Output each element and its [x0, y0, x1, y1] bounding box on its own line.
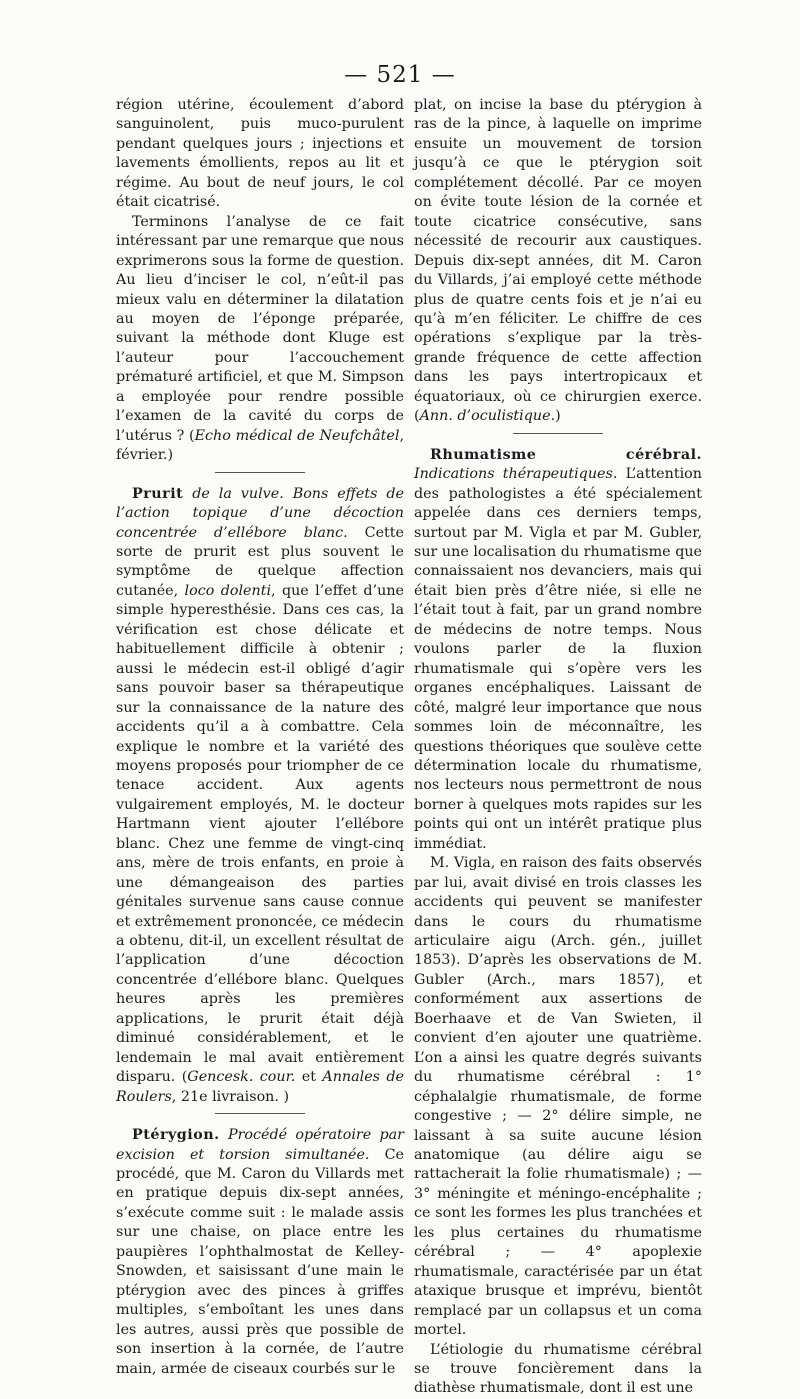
paragraph: plat, on incise la base du ptérygion à ras de la pince, à laquelle on imprime ensuite un mouvement de torsion jusqu’à ce que le ptérygion soit complétement décollé. Par ce moyen on évite toute lésion de la cornée et toute cicatrice consécutive, sans nécessité de recourir aux caustiques. Depuis dix-sept années, dit M. Caron du Villards, j’ai employé cette méthode plus de quatre cents fois et je n’ai eu qu’à m’en féliciter. Le chiffre de ces opérations s’explique par la très-grande fréquence de cette affection dans les pays intertropicaux et équatoriaux, où ce chirurgien exerce. (Ann. d’oculistique.) — [414, 97, 702, 425]
article-heading: Prurit — [132, 485, 184, 502]
section-divider — [513, 433, 603, 434]
source-citation: Gencesk. cour. — [187, 1069, 296, 1086]
paragraph: Terminons l’analyse de ce fait intéressant par une remarque que nous exprimerons sous la forme de question. Au lieu d’inciser le col, n’eût-il pas mieux valu en déterminer la dilatation au moyen de l’éponge préparée, suivant la méthode dont Kluge est l’auteur pour l’accouchement prématuré artificiel, et que M. Simpson a employée pour rendre possible l’examen de la cavité du corps de l’utérus ? (Echo médical de Neufchâtel, février.) — [116, 213, 404, 464]
section-divider — [215, 472, 305, 473]
source-citation: Echo médical de Neufchâtel — [194, 427, 400, 444]
article-rhumatisme: Rhumatisme cérébral. Indications thérapeutiques. L’attention des pathologistes a été spécialement appelée dans ces derniers temps, surtout par M. Vigla et par M. Gubler, sur une localisation du rhumatisme que connaissaient nos devanciers, mais qui était bien près d’être niée, si elle ne l’était tout à fait, par un grand nombre de médecins de notre temps. Nous voulons parler de la fluxion rhumatismale qui s’opère vers les organes encéphaliques. Laissant de côté, malgré leur importance que nous sommes loin de méconnaître, les questions théoriques que soulève cette détermination locale du rhumatisme, nos lecteurs nous permettront de nous borner à quelques mots rapides sur les points qui ont un intérêt pratique plus immédiat. — [414, 446, 703, 852]
section-divider — [215, 1113, 305, 1114]
right-column — [414, 96, 702, 1399]
article-subtitle: Procédé opératoire par excision et torsion simultanée. — [116, 1127, 405, 1163]
left-column — [116, 96, 404, 1379]
article-heading: Ptérygion. — [132, 1127, 220, 1144]
article-prurit: Prurit de la vulve. Bons effets de l’action topique d’une décoction concentrée d’ellébore blanc. Cette sorte de prurit est plus souvent le symptôme de quelque affection cutanée, loco dolenti, que l’effet d’une simple hyperesthésie. Dans ces cas, la vérification est chose délicate et habituellement difficile à obtenir ; aussi le médecin est-il obligé d’agir sans pouvoir baser sa thérapeutique sur la connaissance de la nature des accidents qu’il a à combattre. Cela explique le nombre et la variété des moyens proposés pour triompher de ce tenace accident. Aux agents vulgairement employés, M. le docteur Hartmann vient ajouter l’ellébore blanc. Chez une femme de vingt-cinq ans, mère de trois enfants, en proie à une démangeaison des parties génitales survenue sans cause connue et extrêmement prononcée, ce médecin a obtenu, dit-il, un excellent résultat de l’application d’une décoction concentrée d’ellébore blanc. Quelques heures après les premières applications, le prurit était déjà diminué considérablement, et le lendemain le mal avait entièrement disparu. (Gencesk. cour. et Annales de Roulers, 21e livraison. ) — [116, 485, 405, 1105]
page-number: — 521 — — [344, 62, 456, 88]
article-heading: Rhumatisme cérébral. — [430, 446, 702, 463]
article-subtitle: de la vulve. Bons effets de l’action topique d’une décoction concentrée d’ellébore blanc. — [116, 485, 404, 541]
paragraph: région utérine, écoulement d’abord sanguinolent, puis muco-purulent pendant quelques jours ; injections et lavements émollients, repos au lit et régime. Au bout de neuf jours, le col était cicatrisé. — [116, 97, 404, 211]
source-citation: Ann. d’oculistique. — [419, 408, 556, 425]
paragraph: M. Vigla, en raison des faits observés par lui, avait divisé en trois classes les accidents qui peuvent se manifester dans le cours du rhumatisme articulaire aigu (Arch. gén., juillet 1853). D’après les observations de M. Gubler (Arch., mars 1857), et conformément aux assertions de Boerhaave et de Van Swieten, il convient d’en ajouter une quatrième. L’on a ainsi les quatre degrés suivants du rhumatisme cérébral : 1° céphalalgie rhumatismale, de forme congestive ; — 2° délire simple, ne laissant à sa suite aucune lésion anatomique (au délire aigu se rattacherait la folie rhumatismale) ; — 3° méningite et méningo-encéphalite ; ce sont les formes les plus tranchées et les plus certaines du rhumatisme cérébral ; — 4° apoplexie rhumatismale, caractérisée par un état ataxique brusque et imprévu, bientôt remplacé par un collapsus et un coma mortel. — [414, 855, 702, 1339]
source-citation: Annales de Roulers — [116, 1069, 405, 1105]
article-pterygion: Ptérygion. Procédé opératoire par excision et torsion simultanée. Ce procédé, que M. Caron du Villards met en pratique depuis dix-sept années, s’exécute comme suit : le malade assis sur une chaise, on place entre les paupières l’ophthalmostat de Kelley-Snowden, et saisissant d’une main le ptérygion avec des pinces à griffes multiples, s’emboîtant les unes dans les autres, aussi près que possible de son insertion à la cornée, de l’autre main, armée de ciseaux courbés sur le — [116, 1127, 405, 1377]
article-subtitle: Indications thérapeutiques. — [414, 466, 618, 483]
paragraph: L’étiologie du rhumatisme cérébral se trouve foncièrement dans la diathèse rhumatismale, dont il est une — [414, 1341, 702, 1397]
